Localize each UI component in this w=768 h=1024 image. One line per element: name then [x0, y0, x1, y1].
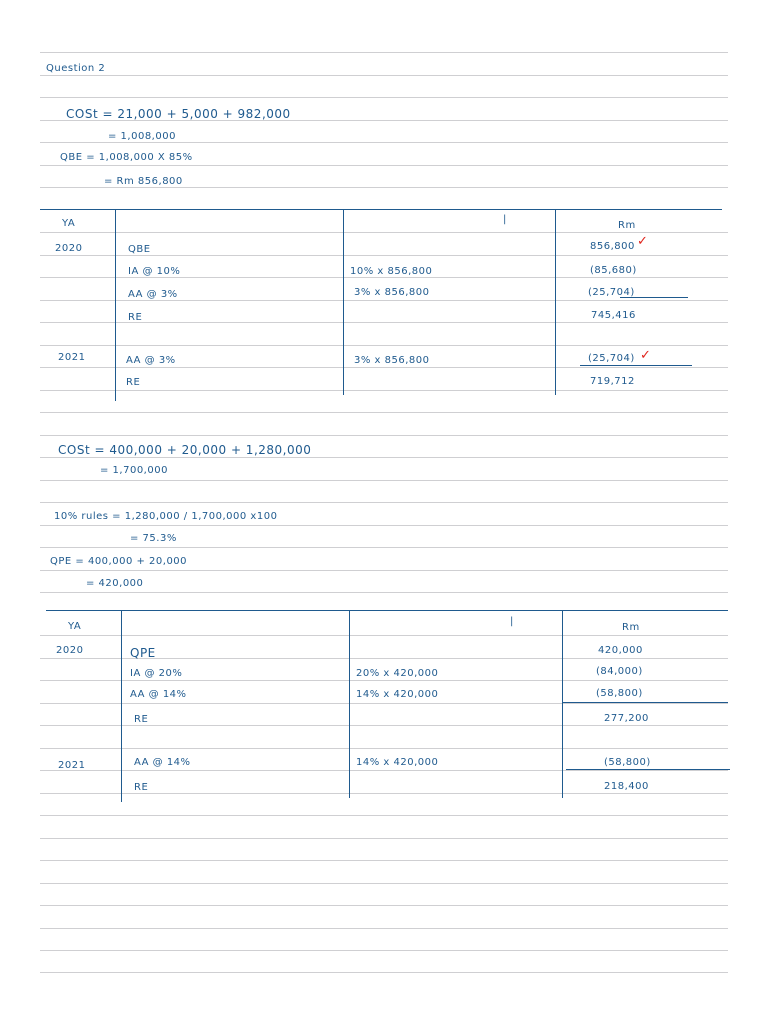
table2-row3-item: AA @ 14%	[130, 689, 187, 700]
table2-header-mark: |	[510, 616, 514, 627]
check-mark-icon: ✓	[637, 234, 648, 249]
qbe-line: QBE = 1,008,000 X 85%	[60, 152, 193, 163]
table1-row1-rm: 856,800	[590, 241, 635, 252]
table2-row2-item: IA @ 20%	[130, 668, 183, 679]
table2-row1-ya: 2020	[56, 645, 84, 656]
rules-line: 10% rules = 1,280,000 / 1,700,000 x100	[54, 511, 278, 522]
table2-row5-ya: 2021	[58, 760, 86, 771]
table1-row6-item: RE	[126, 377, 141, 388]
table1-header-ya: YA	[62, 218, 76, 229]
table2-row1-item: QPE	[130, 646, 156, 660]
table2-row4-rm: 277,200	[604, 713, 649, 724]
table2-header-ya: YA	[68, 621, 82, 632]
table2-row2-calc: 20% x 420,000	[356, 668, 439, 679]
table1-row3-rm: (25,704)	[588, 287, 635, 298]
table1-row1-item: QBE	[128, 244, 151, 255]
table1-header-mark: |	[503, 214, 507, 225]
cost-line-1: COSt = 21,000 + 5,000 + 982,000	[66, 107, 291, 121]
table1-row5-item: AA @ 3%	[126, 355, 176, 366]
table1-row3-item: AA @ 3%	[128, 289, 178, 300]
table2-row5-rm: (58,800)	[604, 757, 651, 768]
check-mark-icon: ✓	[640, 348, 651, 363]
table1-row2-rm: (85,680)	[590, 265, 637, 276]
table1-row5-ya: 2021	[58, 352, 86, 363]
cost-result-2: = 1,700,000	[100, 465, 168, 476]
table1-row1-ya: 2020	[55, 243, 83, 254]
table1-row5-rm: (25,704)	[588, 353, 635, 364]
table2-header-rm: Rm	[622, 622, 640, 633]
table1-row2-calc: 10% x 856,800	[350, 266, 433, 277]
table1-row2-item: IA @ 10%	[128, 266, 181, 277]
table1-row4-rm: 745,416	[591, 310, 636, 321]
table2-row3-rm: (58,800)	[596, 688, 643, 699]
table2-row3-calc: 14% x 420,000	[356, 689, 439, 700]
table1-header-rm: Rm	[618, 220, 636, 231]
table1-row5-calc: 3% x 856,800	[354, 355, 430, 366]
cost-result-1: = 1,008,000	[108, 131, 176, 142]
qpe-result: = 420,000	[86, 578, 144, 589]
table2-row6-item: RE	[134, 782, 149, 793]
table2-row5-calc: 14% x 420,000	[356, 757, 439, 768]
question-heading: Question 2	[46, 63, 106, 74]
table1-row4-item: RE	[128, 312, 143, 323]
qbe-result: = Rm 856,800	[104, 176, 183, 187]
rules-result: = 75.3%	[130, 533, 177, 544]
table1-row6-rm: 719,712	[590, 376, 635, 387]
qpe-line: QPE = 400,000 + 20,000	[50, 556, 188, 567]
table2-row5-item: AA @ 14%	[134, 757, 191, 768]
table1-row3-calc: 3% x 856,800	[354, 287, 430, 298]
cost-line-2: COSt = 400,000 + 20,000 + 1,280,000	[58, 443, 312, 457]
table2-row2-rm: (84,000)	[596, 666, 643, 677]
table2-row6-rm: 218,400	[604, 781, 649, 792]
table2-row1-rm: 420,000	[598, 645, 643, 656]
table2-row4-item: RE	[134, 714, 149, 725]
